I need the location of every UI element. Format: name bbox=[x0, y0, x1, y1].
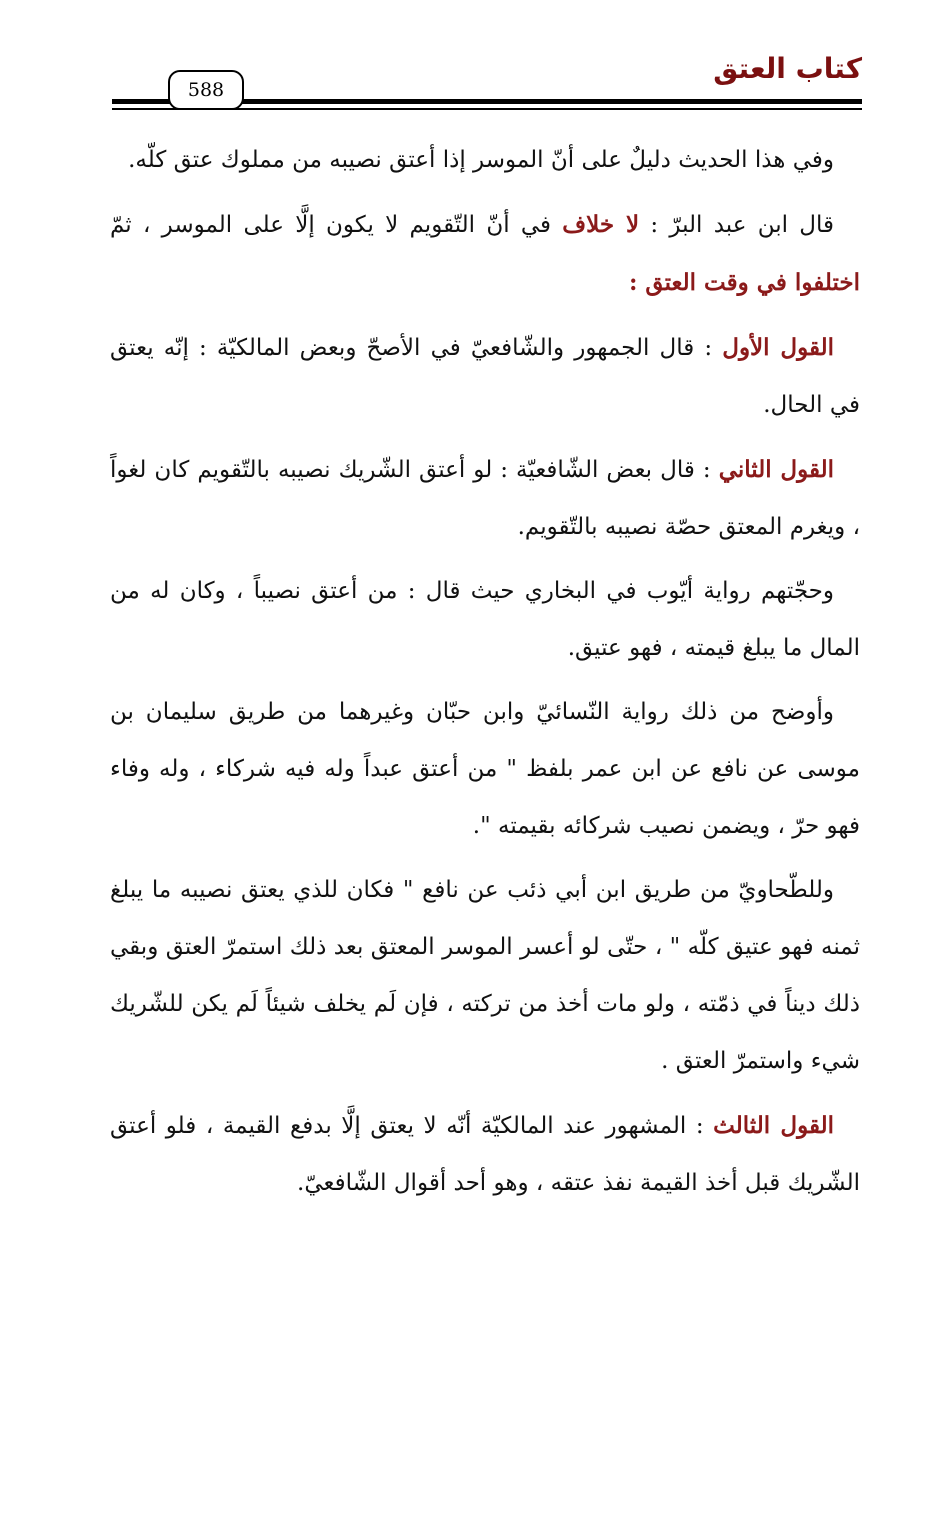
page-body bbox=[110, 132, 860, 1212]
paragraph-2-text-middle: في أنّ التّقويم لا يكون إلَّا على الموسر ، ثمّ bbox=[110, 212, 563, 238]
paragraph-2 bbox=[110, 196, 860, 312]
paragraph-8 bbox=[110, 1097, 860, 1212]
opinion-1-heading: القول الأول bbox=[722, 334, 835, 361]
paragraph-4 bbox=[110, 441, 860, 556]
paragraph-1 bbox=[110, 132, 860, 189]
opinion-3-heading: القول الثالث bbox=[713, 1112, 834, 1139]
book-title: كتاب العتق bbox=[713, 52, 862, 85]
page-number: 588 bbox=[168, 70, 244, 110]
paragraph-7-text: وللطّحاويّ من طريق ابن أبي ذئب عن نافع " فكان للذي يعتق نصيبه ما يبلغ ثمنه فهو عتيق كلّه " ، حتّى لو أعسر الموسر المعتق بعد ذلك استمرّ العتق وبقي ذلك ديناً في ذمّته ، ولو مات أخذ من تركته ، فإن لَم يخلف شيئاً لَم يكن للشّريك شيء واستمرّ العتق . bbox=[110, 877, 860, 1074]
opinion-1-text: : قال الجمهور والشّافعيّ في الأصحّ وبعض المالكيّة : إنّه يعتق في الحال. bbox=[110, 335, 860, 418]
opinion-2-text: : قال بعض الشّافعيّة : لو أعتق الشّريك نصيبه بالتّقويم كان لغواً ، ويغرم المعتق حصّة نصيبه بالتّقويم. bbox=[110, 457, 860, 540]
paragraph-2-text-start: قال ابن عبد البرّ : bbox=[639, 212, 834, 238]
paragraph-3 bbox=[110, 319, 860, 434]
highlight-disagreement-heading: اختلفوا في وقت العتق : bbox=[628, 269, 860, 296]
paragraph-6-text: وأوضح من ذلك رواية النّسائيّ وابن حبّان وغيرهما من طريق سليمان بن موسى عن نافع عن ابن عمر بلفظ " من أعتق عبداً وله فيه شركاء ، وله وفاء فهو حرّ ، ويضمن نصيب شركائه بقيمته ". bbox=[110, 699, 860, 839]
paragraph-7 bbox=[110, 862, 860, 1090]
paragraph-5-text: وحجّتهم رواية أيّوب في البخاري حيث قال : من أعتق نصيباً ، وكان له من المال ما يبلغ قيمته ، فهو عتيق. bbox=[110, 578, 860, 661]
opinion-2-heading: القول الثاني bbox=[718, 456, 834, 483]
paragraph-6 bbox=[110, 684, 860, 855]
highlight-no-disagreement: لا خلاف bbox=[562, 211, 640, 238]
paragraph-5 bbox=[110, 563, 860, 677]
page-header bbox=[112, 52, 862, 122]
paragraph-1-text: وفي هذا الحديث دليلٌ على أنّ الموسر إذا أعتق نصيبه من مملوك عتق كلّه. bbox=[128, 147, 834, 173]
opinion-3-text: : المشهور عند المالكيّة أنّه لا يعتق إلَّا بدفع القيمة ، فلو أعتق الشّريك قبل أخذ القيمة نفذ عتقه ، وهو أحد أقوال الشّافعيّ. bbox=[110, 1113, 860, 1196]
